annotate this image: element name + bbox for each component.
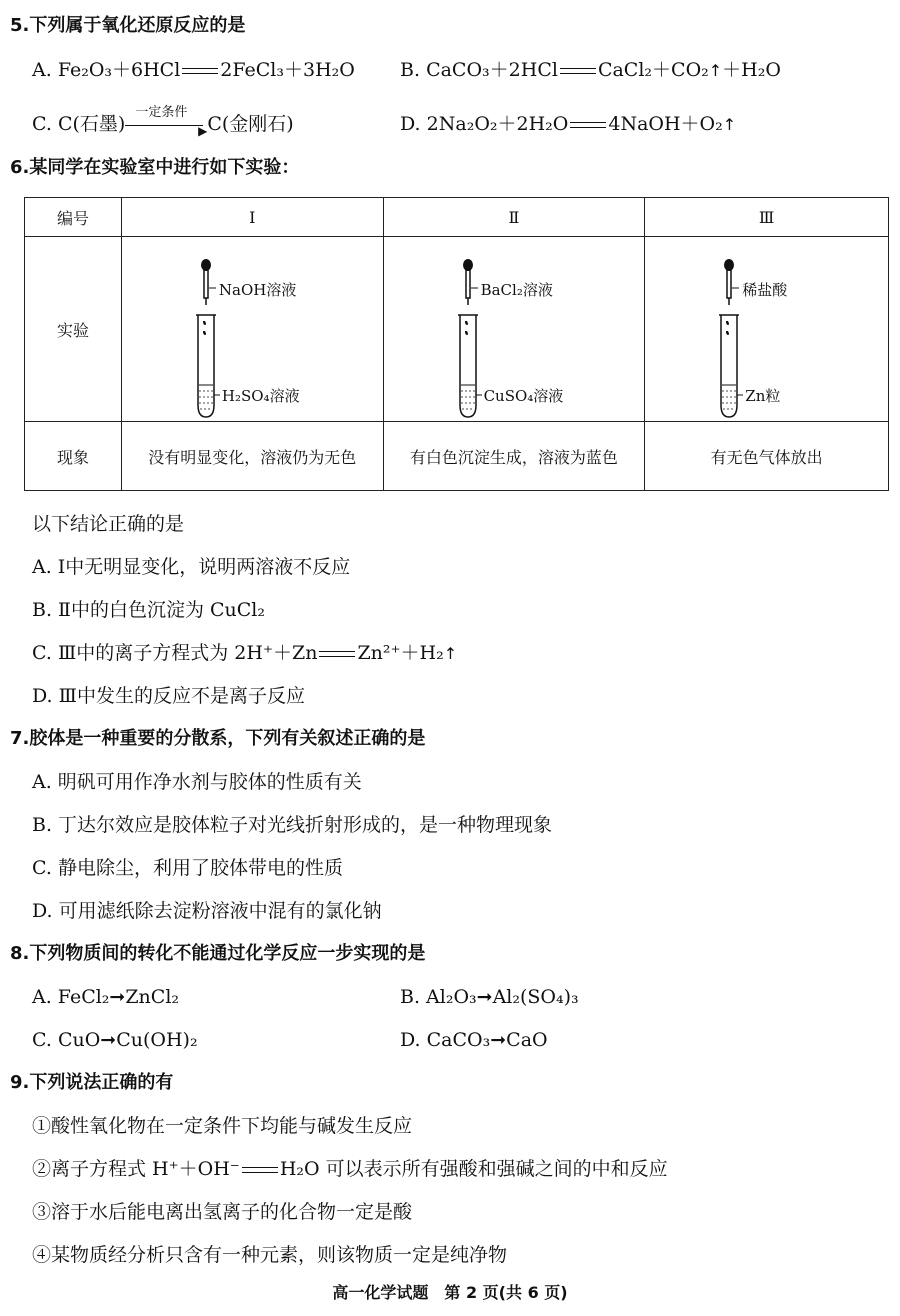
q5-option-a: A. Fe₂O₃＋6HCl 2FeCl₃＋3H₂O <box>32 59 355 81</box>
apparatus-2 <box>383 237 645 422</box>
q5-stem: 5.下列属于氧化还原反应的是 <box>10 15 246 36</box>
col-2-number: Ⅱ <box>383 198 645 237</box>
q9-statement-4: ④某物质经分析只含有一种元素，则该物质一定是纯净物 <box>32 1244 508 1266</box>
q6-stem: 6.某同学在实验室中进行如下实验： <box>10 157 300 178</box>
reagent-top-1: NaOH溶液 <box>218 281 297 299</box>
q8-option-a: A. FeCl₂➞ZnCl₂ <box>32 986 180 1008</box>
q5-option-b: B. CaCO₃＋2HCl CaCl₂＋CO₂↑＋H₂O <box>400 59 781 81</box>
observation-1: 没有明显变化，溶液仍为无色 <box>121 422 383 491</box>
header-experiment: 实验 <box>25 237 122 422</box>
q8-option-d: D. CaCO₃➞CaO <box>400 1029 548 1051</box>
page-footer: 高一化学试题 第 2 页(共 6 页) <box>332 1283 568 1302</box>
reagent-top-3: 稀盐酸 <box>742 281 788 299</box>
equals-sign-icon <box>570 122 606 128</box>
gas-up-arrow-icon: ↑ <box>722 115 737 134</box>
q7-option-c: C. 静电除尘，利用了胶体带电的性质 <box>32 857 343 879</box>
q5-option-c: C. C(石墨) 一定条件 ▶ C(金刚石) <box>32 105 294 138</box>
q6-option-c: C. Ⅲ中的离子方程式为 2H⁺＋Zn Zn²⁺＋H₂↑ <box>32 642 458 664</box>
reagent-bottom-3: Zn粒 <box>745 387 781 405</box>
equals-sign-icon <box>182 68 218 74</box>
apparatus-1 <box>121 237 383 422</box>
header-id: 编号 <box>25 198 122 237</box>
q5-option-d: D. 2Na₂O₂＋2H₂O 4NaOH＋O₂↑ <box>400 113 737 135</box>
apparatus-3 <box>645 237 889 422</box>
reaction-arrow-icon: 一定条件 ▶ <box>125 115 207 135</box>
q7-option-a: A. 明矾可用作净水剂与胶体的性质有关 <box>32 771 362 793</box>
q7-option-d: D. 可用滤纸除去淀粉溶液中混有的氯化钠 <box>32 900 382 922</box>
gas-up-arrow-icon: ↑ <box>443 644 458 663</box>
q9-statement-1: ①酸性氧化物在一定条件下均能与碱发生反应 <box>32 1115 413 1137</box>
q9-stem: 9.下列说法正确的有 <box>10 1072 174 1093</box>
q9-statement-3: ③溶于水后能电离出氢离子的化合物一定是酸 <box>32 1201 413 1223</box>
header-observation: 现象 <box>25 422 122 491</box>
gas-up-arrow-icon: ↑ <box>708 61 723 80</box>
q6-prompt: 以下结论正确的是 <box>32 513 185 535</box>
observation-2: 有白色沉淀生成，溶液为蓝色 <box>383 422 645 491</box>
q6-option-d: D. Ⅲ中发生的反应不是离子反应 <box>32 685 305 707</box>
experiment-table <box>24 197 889 491</box>
q8-option-b: B. Al₂O₃➞Al₂(SO₄)₃ <box>400 986 579 1008</box>
col-1-number: Ⅰ <box>121 198 383 237</box>
q7-stem: 7.胶体是一种重要的分散系，下列有关叙述正确的是 <box>10 728 426 749</box>
equals-sign-icon <box>319 651 355 657</box>
equals-sign-icon <box>242 1167 278 1173</box>
q6-option-a: A. Ⅰ中无明显变化，说明两溶液不反应 <box>32 556 351 578</box>
observation-3: 有无色气体放出 <box>645 422 889 491</box>
q8-option-c: C. CuO➞Cu(OH)₂ <box>32 1029 198 1051</box>
q8-stem: 8.下列物质间的转化不能通过化学反应一步实现的是 <box>10 943 426 964</box>
equals-sign-icon <box>560 68 596 74</box>
q7-option-b: B. 丁达尔效应是胶体粒子对光线折射形成的，是一种物理现象 <box>32 814 553 836</box>
col-3-number: Ⅲ <box>645 198 889 237</box>
q9-statement-2: ②离子方程式 H⁺＋OH⁻ H₂O 可以表示所有强酸和强碱之间的中和反应 <box>32 1158 668 1180</box>
reagent-bottom-2: CuSO₄溶液 <box>483 387 564 405</box>
q6-option-b: B. Ⅱ中的白色沉淀为 CuCl₂ <box>32 599 266 621</box>
reagent-bottom-1: H₂SO₄溶液 <box>221 387 300 405</box>
reagent-top-2: BaCl₂溶液 <box>480 281 553 299</box>
